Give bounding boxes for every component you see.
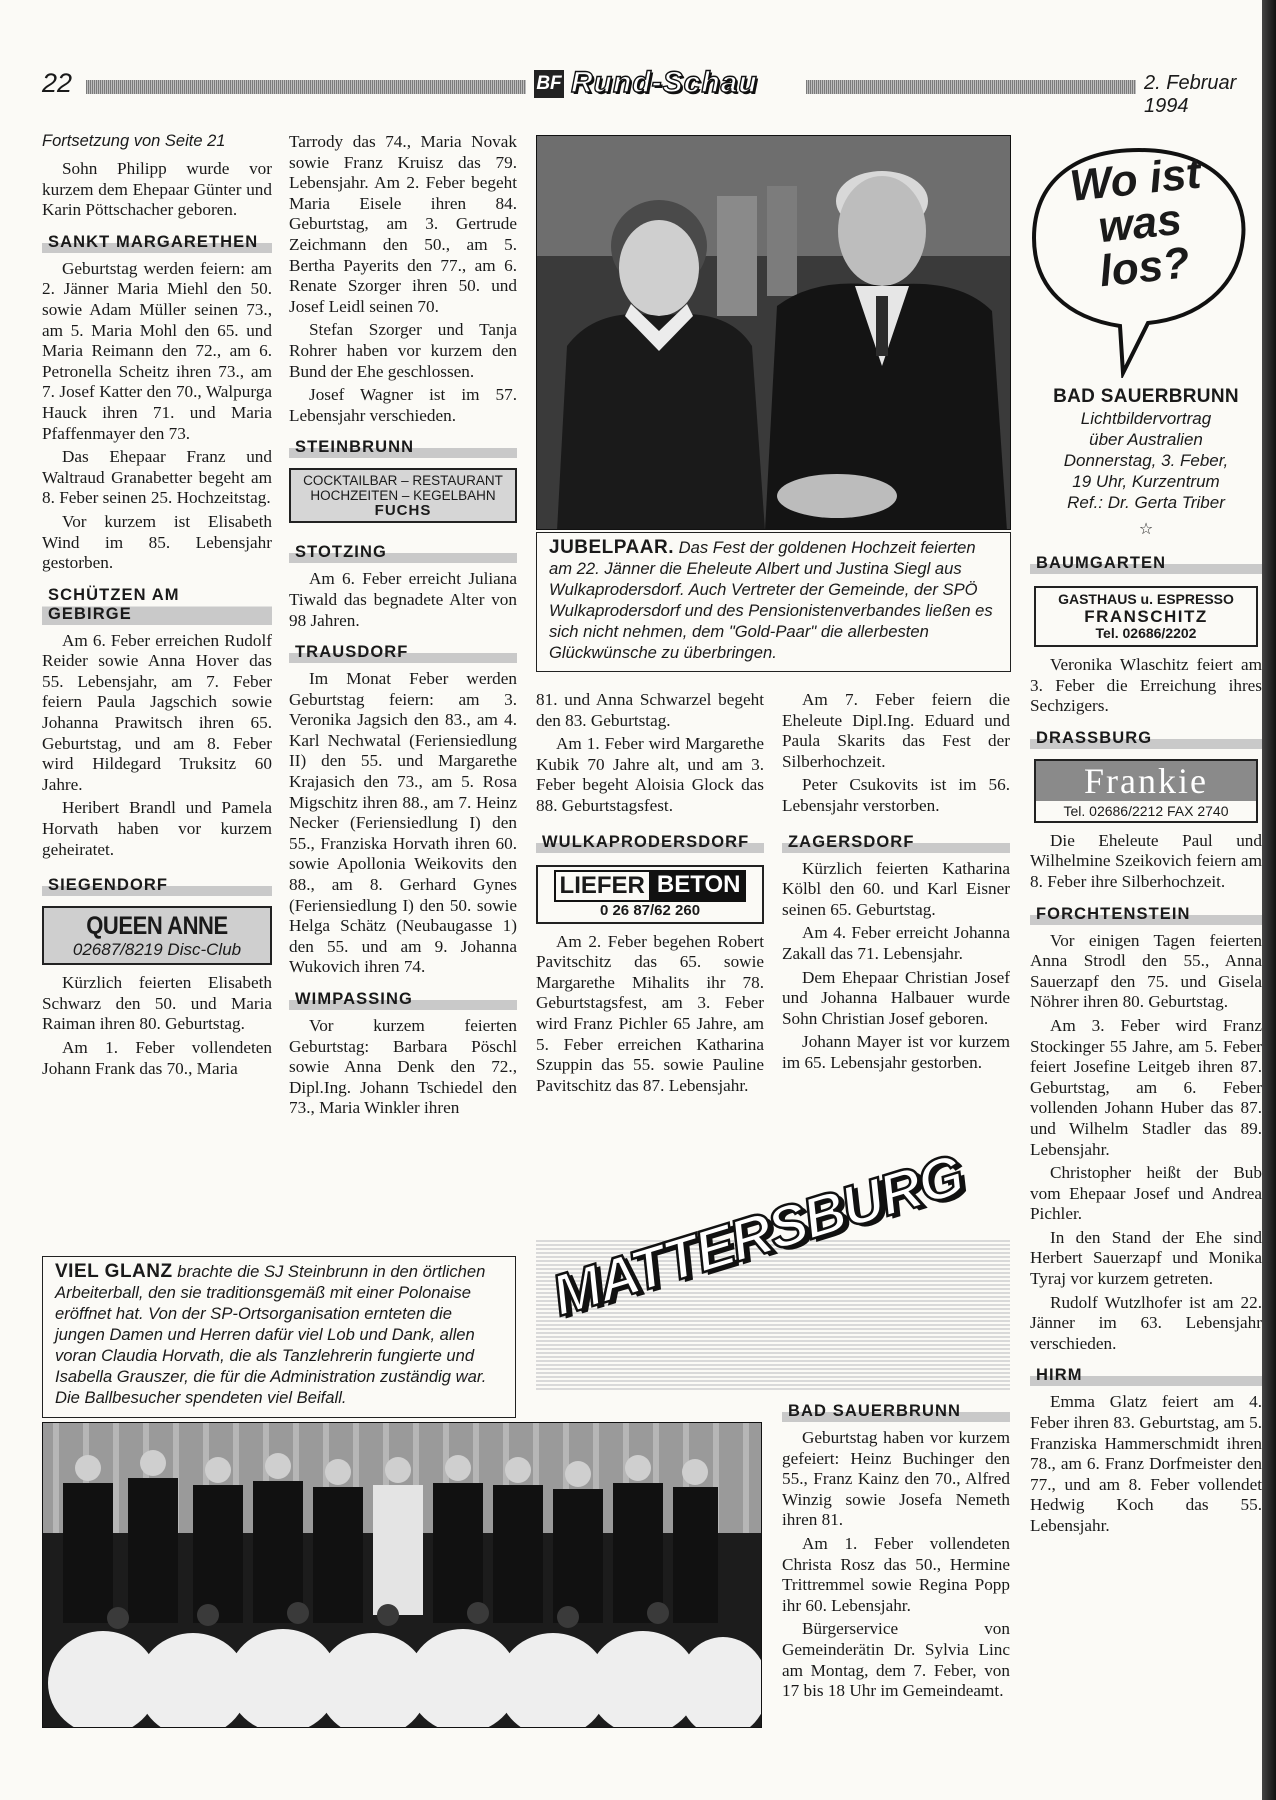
bubble-text: Wo ist was los? — [1067, 148, 1204, 297]
ad-word-left: LIEFER — [554, 870, 651, 902]
article-text: Am 7. Feber feiern die Eheleute Dipl.Ing. Eduard und Paula Skarits das Fest der Silberhochzeit. — [782, 690, 1010, 771]
article-text: Die Eheleute Paul und Wilhelmine Szeikovich feiern am 8. Feber ihre Silberhochzeit. — [1030, 830, 1262, 891]
logo-mark: BF — [534, 70, 564, 98]
district-title: MATTERSBURG — [544, 1142, 970, 1329]
section-heading: STOTZING — [289, 541, 517, 563]
ball-caption — [55, 1261, 505, 1408]
ball-caption-box — [42, 1256, 516, 1418]
issue-date: 2. Februar 1994 — [1144, 72, 1237, 117]
continued-note: Fortsetzung von Seite 21 — [42, 132, 226, 150]
section-heading: HIRM — [1030, 1364, 1262, 1386]
ad-title: QUEEN ANNE — [86, 912, 228, 941]
section-heading: FORCHTENSTEIN — [1030, 903, 1262, 925]
event-line: Ref.: Dr. Gerta Triber — [1067, 493, 1225, 512]
section-heading: BAUMGARTEN — [1030, 552, 1262, 574]
caption-lead: VIEL GLANZ — [55, 1261, 173, 1282]
speech-bubble — [1028, 138, 1250, 378]
column-1 — [42, 132, 272, 1079]
ad-phone: 0 26 87/62 260 — [599, 901, 701, 919]
article-text: Sohn Philipp wurde vor kurzem dem Ehepaar Günter und Karin Pöttschacher geboren. — [42, 159, 272, 220]
ad-title: FRANSCHITZ — [1084, 607, 1208, 626]
section-heading: TRAUSDORF — [289, 641, 517, 663]
article-text: Dem Ehepaar Christian Josef und Johanna Halbauer wurde Sohn Christian Josef geboren. — [782, 967, 1010, 1028]
photo-caption — [549, 537, 1000, 663]
event-title: BAD SAUERBRUNN — [1053, 386, 1239, 407]
page-header — [38, 66, 1262, 117]
event-line: Donnerstag, 3. Feber, — [1063, 451, 1229, 470]
ad-line: GASTHAUS u. ESPRESSO — [1058, 591, 1234, 607]
article-text: Im Monat Feber werden Geburtstag feiern: am 3. Veronika Jagsich den 83., am 4. Karl Nechwatal (Feriensiedlung II) den 55. und Margarethe Krajasich den 73., am 5. Rosa Migschitz ihren 88., am 7. Heinz Necker (Feriensiedlung I) den 55., Franziska Horvath ihren 60. sowie Apollonia Weikovits den 88., am 8. Gerhard Gynes (Feriensiedlung I) den 50. sowie Helga Schätz (Neubaugasse 1) den 55. und am 9. Johanna Wukovich ihren 74. — [289, 669, 517, 977]
article-text: Geburtstag haben vor kurzem gefeiert: Heinz Buchinger den 55., Franz Kainz den 70., Alfred Winzig sowie Josefa Nemeth ihren 81. — [782, 1428, 1010, 1530]
ad-title — [542, 870, 758, 902]
ad-fuchs — [289, 468, 517, 523]
page-edge-shadow — [1262, 0, 1276, 1800]
ad-franschitz — [1034, 586, 1258, 647]
ball-photo-illustration — [43, 1423, 762, 1728]
mattersburg-banner — [536, 1142, 1010, 1390]
ad-phone: Tel. 02686/2212 FAX 2740 — [1063, 802, 1229, 819]
section-heading: WULKAPRODERSDORF — [536, 831, 764, 853]
ad-phone: Tel. 02686/2202 — [1095, 625, 1197, 641]
ad-word-right: BETON — [651, 870, 747, 902]
star-icon: ☆ — [1138, 519, 1154, 538]
article-text: Am 2. Feber begehen Robert Pavitschitz das 65. sowie Margarethe Mihalits ihr 78. Geburtstagsfest, am 3. Feber wird Franz Pichler 65 Jahre, am 5. Feber erreichen Katharina Szuppin das 55. sowie Pauline Pavitschitz das 87. Lebensjahr. — [536, 931, 764, 1095]
article-text: Am 3. Feber wird Franz Stockinger 55 Jahre, am 5. Feber feiert Josefine Leitgeb ihren 87. Geburtstag, am 6. Feber vollenden Johann Huber das 87. und Wilhelm Stadler das 89. Lebensjahr. — [1030, 1015, 1262, 1159]
photo-golden-wedding-couple — [536, 135, 1011, 530]
article-text: Vor kurzem feierten Geburtstag: Barbara Pöschl sowie Anna Denk den 72., Dipl.Ing. Johann Tschiedel den 73., Maria Winkler ihren — [289, 1016, 517, 1118]
section-heading: SIEGENDORF — [42, 874, 272, 896]
ad-title: Frankie — [1036, 761, 1256, 801]
article-text: Tarrody das 74., Maria Novak sowie Franz Kruisz das 79. Lebensjahr. Am 2. Feber begeht Maria Eisele ihren 84. Geburtstag, am 3. Gertrude Zeichmann den 50., am 5. Bertha Payerits den 77., am 6. Renate Szorger ihren 50. und Josef Leidl seinen 70. — [289, 132, 517, 316]
article-text: Am 4. Feber erreicht Johanna Zakall das 71. Lebensjahr. — [782, 923, 1010, 963]
column-4 — [782, 690, 1010, 1074]
column-3 — [536, 690, 764, 1096]
article-text: Veronika Wlaschitz feiert am 3. Feber die Erreichung ihres Sechzigers. — [1030, 655, 1262, 716]
caption-text: Das Fest der goldenen Hochzeit feierten am 22. Jänner die Eheleute Albert und Justina Siegl aus Wulkaprodersdorf. Auch Vertreter der Gemeinde, der SPÖ Wulkaprodersdorf und des Pensionistenverbandes ließen es sich nicht nehmen, dem "Gold-Paar" die allerbesten Glückwünsche zu überbringen. — [549, 538, 993, 662]
article-text: Vor einigen Tagen feierten Anna Strodl den 55., Anna Sauerzapf den 75. und Gisela Nöhrer ihren 80. Geburtstag. — [1030, 930, 1262, 1012]
article-text: Johann Mayer ist vor kurzem im 65. Lebensjahr gestorben. — [782, 1032, 1010, 1072]
article-text: Am 1. Feber vollendeten Johann Frank das 70., Maria — [42, 1038, 272, 1078]
section-heading: STEINBRUNN — [289, 436, 517, 458]
article-text: Rudolf Wutzlhofer ist am 22. Jänner im 63. Lebensjahr verschieden. — [1030, 1292, 1262, 1353]
article-text: 81. und Anna Schwarzel begeht den 83. Geburtstag. — [536, 690, 764, 730]
section-heading: BAD SAUERBRUNN — [782, 1400, 1010, 1422]
photo-debutante-ball-group — [42, 1422, 762, 1728]
header-rule-left — [86, 80, 526, 94]
ad-line: HOCHZEITEN – KEGELBAHN — [310, 488, 496, 504]
page-number: 22 — [42, 68, 73, 98]
article-text: Emma Glatz feiert am 4. Feber ihren 83. Geburtstag, am 5. Franziska Hammerschmidt ihren 78., am 6. Franz Dorfmeister den 77., und am 8. Feber vollendet Hedwig Koch das 55. Lebensjahr. — [1030, 1392, 1262, 1535]
ad-frankie — [1034, 759, 1258, 823]
article-text: Am 6. Feber erreichen Rudolf Reider sowie Anna Hover das 55. Lebensjahr, am 7. Feber feiern Paula Jagschich sowie Johanna Prawitsch ihren 65. Geburtstag, und am 8. Feber wird Hildegard Truksitz 60 Jahre. — [42, 630, 272, 794]
article-text: Bürgerservice von Gemeinderätin Dr. Sylvia Linc am Montag, dem 7. Feber, von 17 bis 18 Uhr im Gemeindeamt. — [782, 1619, 1010, 1701]
event-line: über Australien — [1089, 430, 1203, 449]
section-heading: WIMPASSING — [289, 988, 517, 1010]
photo-caption-box — [536, 532, 1011, 672]
column-sidebar — [1030, 386, 1262, 1537]
ad-queen-anne — [42, 906, 272, 965]
caption-text: brachte die SJ Steinbrunn in den örtlichen Arbeiterball, den sie traditionsgemäß mit einer Polonaise eröffnet hat. Von der SP-Ortsorganisation ernteten die jungen Damen und Herren dafür viel Lob und Dank, allen voran Claudia Horvath, die als Tanzlehrerin fungierte und Isabella Grauszer, die für die Administration zuständig war. Die Ballbesucher spendeten viel Beifall. — [55, 1262, 487, 1407]
column-bad-sauerbrunn — [782, 1400, 1010, 1702]
section-heading: SANKT MARGARETHEN — [42, 231, 272, 253]
article-text: Stefan Szorger und Tanja Rohrer haben vor kurzem den Bund der Ehe geschlossen. — [289, 320, 517, 381]
event-line: 19 Uhr, Kurzentrum — [1072, 472, 1220, 491]
column-2 — [289, 132, 517, 1119]
article-text: Christopher heißt der Bub vom Ehepaar Josef und Andrea Pichler. — [1030, 1163, 1262, 1224]
section-heading: SCHÜTZEN AM GEBIRGE — [42, 584, 272, 625]
article-text: Am 1. Feber wird Margarethe Kubik 70 Jahre alt, und am 3. Feber begeht Aloisia Glock das 88. Geburtstagsfest. — [536, 734, 764, 815]
ad-line: COCKTAILBAR – RESTAURANT — [303, 473, 503, 489]
article-text: Am 6. Feber erreicht Juliana Tiwald das begnadete Alter von 98 Jahren. — [289, 569, 517, 630]
ad-lieferbeton — [536, 865, 764, 924]
article-text: Kürzlich feierten Elisabeth Schwarz den 50. und Maria Raiman ihren 80. Geburtstag. — [42, 973, 272, 1034]
article-text: Am 1. Feber vollendeten Christa Rosz das 50., Hermine Trittremmel sowie Regina Popp ihr 60. Lebensjahr. — [782, 1533, 1010, 1615]
article-text: Kürzlich feierten Katharina Kölbl den 60. und Karl Eisner seinen 65. Geburtstag. — [782, 858, 1010, 919]
article-text: Geburtstag werden feiern: am 2. Jänner Maria Miehl den 50. sowie Adam Müller seinen 73., am 5. Maria Mohl den 65. und Maria Reimann den 72., am 6. Petronella Scheitz ihren 73., am 7. Josef Katter den 70., Walpurga Hauck ihren 71. und Maria Pfaffenmayer den 73. — [42, 258, 272, 443]
article-text: Josef Wagner ist im 57. Lebensjahr verschieden. — [289, 385, 517, 425]
masthead-title: Rund-Schau — [571, 66, 758, 99]
section-heading: ZAGERSDORF — [782, 831, 1010, 853]
event-line: Lichtbildervortrag — [1080, 409, 1212, 428]
ad-title: FUCHS — [374, 502, 432, 520]
section-heading: DRASSBURG — [1030, 727, 1262, 749]
article-text: Peter Csukovits ist im 56. Lebensjahr verstorben. — [782, 775, 1010, 815]
article-text: Heribert Brandl und Pamela Horvath haben vor kurzem geheiratet. — [42, 798, 272, 859]
article-text: Vor kurzem ist Elisabeth Wind im 85. Lebensjahr gestorben. — [42, 511, 272, 573]
ad-subline: 02687/8219 Disc-Club — [72, 940, 242, 960]
header-rule-right — [806, 80, 1136, 94]
article-text: In den Stand der Ehe sind Herbert Sauerzapf und Monika Tyraj vor kurzem getreten. — [1030, 1227, 1262, 1289]
couple-photo-illustration — [537, 136, 1011, 530]
article-text: Das Ehepaar Franz und Waltraud Granabetter begeht am 8. Feber seinen 25. Hochzeitstag. — [42, 447, 272, 508]
caption-lead: JUBELPAAR. — [549, 537, 674, 558]
